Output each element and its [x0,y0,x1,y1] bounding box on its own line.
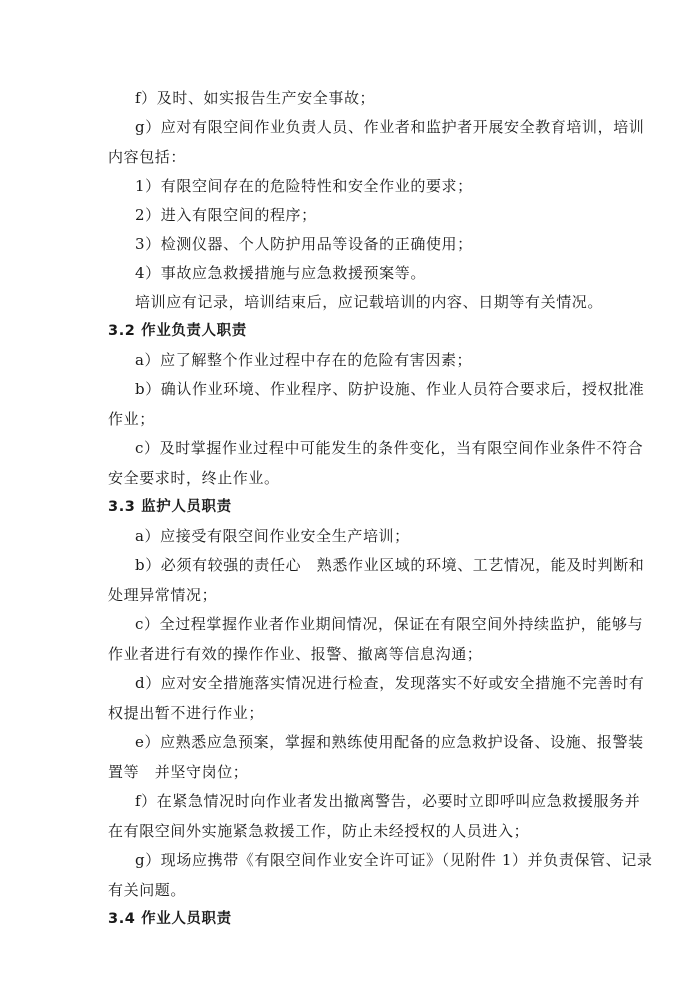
3-3-item-g-line1: g）现场应携带《有限空间作业安全许可证》（见附件 1）并负责保管、记录 [135,851,653,869]
3-3-item-b-line2: 处理异常情况； [108,586,218,604]
item-g-training-line2: 内容包括： [108,148,187,166]
training-record-note: 培训应有记录，培训结束后，应记载培训的内容、日期等有关情况。 [135,293,604,311]
training-item-3: 3）检测仪器、个人防护用品等设备的正确使用； [135,235,473,253]
3-3-item-d-line1: d）应对安全措施落实情况进行检查，发现落实不好或安全措施不完善时有 [135,674,645,692]
3-3-item-e-line2: 置等 并坚守岗位； [108,763,249,781]
item-f-report-accidents: f）及时、如实报告生产安全事故； [135,89,376,107]
3-2-item-a: a）应了解整个作业过程中存在的危险有害因素； [135,351,473,369]
item-g-training-line1: g）应对有限空间作业负责人员、作业者和监护者开展安全教育培训，培训 [135,118,645,136]
3-3-item-b-line1: b）必须有较强的责任心 熟悉作业区域的环境、工艺情况，能及时判断和 [135,556,645,574]
section-heading-3-3: 3.3 监护人员职责 [108,499,232,515]
3-3-item-f-line2: 在有限空间外实施紧急救援工作，防止未经授权的人员进入； [108,822,530,840]
3-3-item-e-line1: e）应熟悉应急预案，掌握和熟练使用配备的应急救护设备、设施、报警装 [135,733,644,751]
3-2-item-b-line1: b）确认作业环境、作业程序、防护设施、作业人员符合要求后，授权批准 [135,380,645,398]
3-3-item-d-line2: 权提出暂不进行作业； [108,704,265,722]
3-2-item-b-line2: 作业； [108,410,155,428]
3-3-item-a: a）应接受有限空间作业安全生产培训； [135,527,410,545]
3-2-item-c-line1: c）及时掌握作业过程中可能发生的条件变化，当有限空间作业条件不符合 [135,439,644,457]
3-3-item-c-line1: c）全过程掌握作业者作业期间情况，保证在有限空间外持续监护，能够与 [135,615,644,633]
3-3-item-f-line1: f）在紧急情况时向作业者发出撤离警告，必要时立即呼叫应急救援服务并 [135,792,641,810]
training-item-2: 2）进入有限空间的程序； [135,206,317,224]
training-item-1: 1）有限空间存在的危险特性和安全作业的要求； [135,177,473,195]
3-3-item-g-line2: 有关问题。 [108,881,187,899]
3-2-item-c-line2: 安全要求时，终止作业。 [108,469,280,487]
3-3-item-c-line2: 作业者进行有效的操作作业、报警、撤离等信息沟通； [108,645,483,663]
section-heading-3-2: 3.2 作业负责人职责 [108,323,247,339]
training-item-4: 4）事故应急救援措施与应急救援预案等。 [135,264,426,282]
section-heading-3-4: 3.4 作业人员职责 [108,911,232,927]
